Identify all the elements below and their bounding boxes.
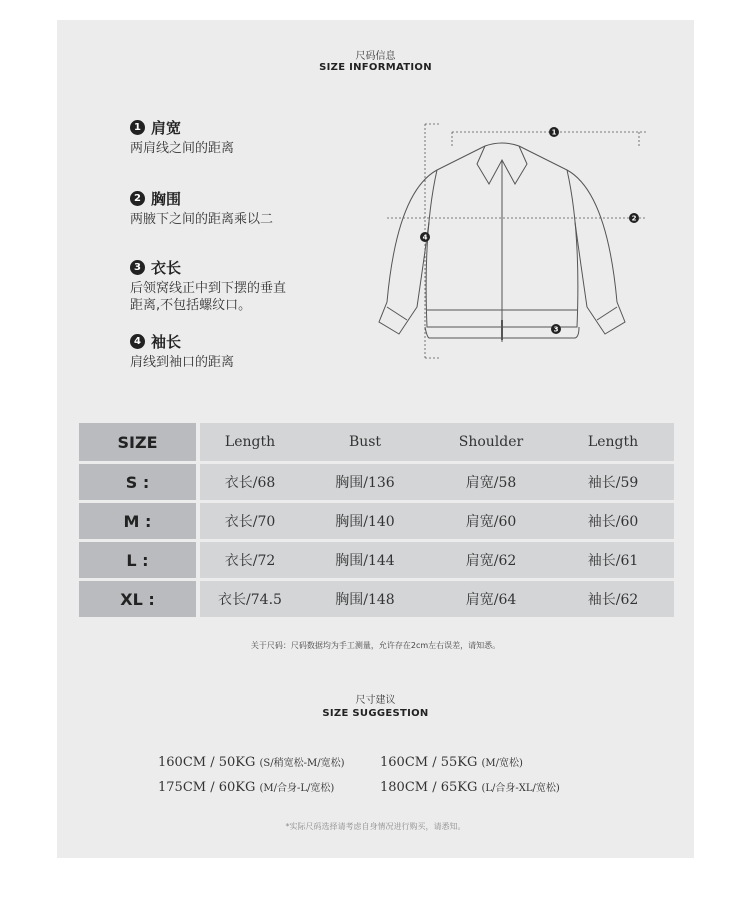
table-row bbox=[79, 503, 674, 539]
size-info-panel bbox=[57, 20, 694, 858]
table-cell: 袖长/62 bbox=[552, 581, 674, 617]
row-size-label: L : bbox=[79, 542, 196, 578]
number-4-icon: 4 bbox=[130, 334, 145, 349]
table-cell: 肩宽/60 bbox=[430, 503, 552, 539]
table-row bbox=[79, 464, 674, 500]
table-cell: 衣长/74.5 bbox=[200, 581, 300, 617]
marker-1-label: 1 bbox=[551, 128, 557, 137]
table-header-size: SIZE bbox=[79, 423, 196, 461]
table-cell: 胸围/140 bbox=[300, 503, 430, 539]
definition-title: 衣长 bbox=[151, 258, 182, 277]
table-cell: 肩宽/64 bbox=[430, 581, 552, 617]
table-cell: 肩宽/62 bbox=[430, 542, 552, 578]
definition-desc: 两腋下之间的距离乘以二 bbox=[130, 212, 274, 227]
row-size-label: XL : bbox=[79, 581, 196, 617]
number-3-icon: 3 bbox=[130, 260, 145, 275]
table-cell: 衣长/72 bbox=[200, 542, 300, 578]
table-cell: 胸围/144 bbox=[300, 542, 430, 578]
table-cell: 袖长/61 bbox=[552, 542, 674, 578]
jacket-diagram bbox=[357, 112, 647, 362]
definition-title: 肩宽 bbox=[151, 118, 182, 137]
suggestion-fit: (M/合身-L/宽松) bbox=[259, 783, 335, 794]
table-row bbox=[79, 581, 674, 617]
size-suggestion-title-en: SIZE SUGGESTION bbox=[322, 708, 429, 719]
row-size-label: M : bbox=[79, 503, 196, 539]
table-cell: 衣长/68 bbox=[200, 464, 300, 500]
suggestion-main: 175CM / 60KG bbox=[158, 780, 256, 795]
suggestion-item bbox=[158, 754, 345, 770]
definition-title: 胸围 bbox=[151, 189, 182, 208]
suggestion-item bbox=[380, 779, 560, 795]
purchase-footnote: *实际尺码选择请考虑自身情况进行购买，请悉知。 bbox=[285, 822, 466, 831]
definition-desc: 后领窝线正中到下摆的垂直 距离,不包括螺纹口。 bbox=[130, 281, 287, 313]
table-row bbox=[79, 542, 674, 578]
table-cell: 袖长/59 bbox=[552, 464, 674, 500]
definition-sleeve bbox=[130, 331, 234, 371]
definition-length bbox=[130, 257, 286, 314]
size-info-title-cn: 尺码信息 bbox=[355, 51, 396, 62]
suggestion-fit: (L/合身-XL/宽松) bbox=[481, 783, 560, 794]
table-cell: 衣长/70 bbox=[200, 503, 300, 539]
marker-4-label: 4 bbox=[422, 233, 428, 242]
suggestion-item bbox=[158, 779, 334, 795]
suggestion-main: 180CM / 65KG bbox=[380, 780, 478, 795]
suggestion-item bbox=[380, 754, 523, 770]
number-2-icon: 2 bbox=[130, 191, 145, 206]
number-1-icon: 1 bbox=[130, 120, 145, 135]
definition-bust bbox=[130, 188, 273, 228]
table-header-row bbox=[79, 423, 674, 461]
suggestion-fit: (M/宽松) bbox=[481, 758, 523, 769]
marker-3-label: 3 bbox=[553, 325, 559, 334]
definition-desc: 肩线到袖口的距离 bbox=[130, 355, 235, 370]
table-cell: 胸围/148 bbox=[300, 581, 430, 617]
row-size-label: S : bbox=[79, 464, 196, 500]
suggestion-main: 160CM / 50KG bbox=[158, 755, 256, 770]
definition-desc: 两肩线之间的距离 bbox=[130, 141, 235, 156]
size-info-title-en: SIZE INFORMATION bbox=[319, 62, 432, 73]
table-header-sleeve-length: Length bbox=[552, 423, 674, 461]
table-header-shoulder: Shoulder bbox=[430, 423, 552, 461]
measurement-note: 关于尺码：尺码数据均为手工测量，允许存在2cm左右误差，请知悉。 bbox=[250, 641, 501, 650]
size-suggestion-title-cn: 尺寸建议 bbox=[355, 695, 396, 706]
suggestion-main: 160CM / 55KG bbox=[380, 755, 478, 770]
definition-title: 袖长 bbox=[151, 332, 182, 351]
table-header-bust: Bust bbox=[300, 423, 430, 461]
table-cell: 胸围/136 bbox=[300, 464, 430, 500]
suggestion-fit: (S/稍宽松-M/宽松) bbox=[259, 758, 345, 769]
table-cell: 袖长/60 bbox=[552, 503, 674, 539]
definition-shoulder bbox=[130, 117, 234, 157]
table-header-length: Length bbox=[200, 423, 300, 461]
marker-2-label: 2 bbox=[631, 214, 637, 223]
size-table bbox=[79, 420, 674, 620]
table-cell: 肩宽/58 bbox=[430, 464, 552, 500]
